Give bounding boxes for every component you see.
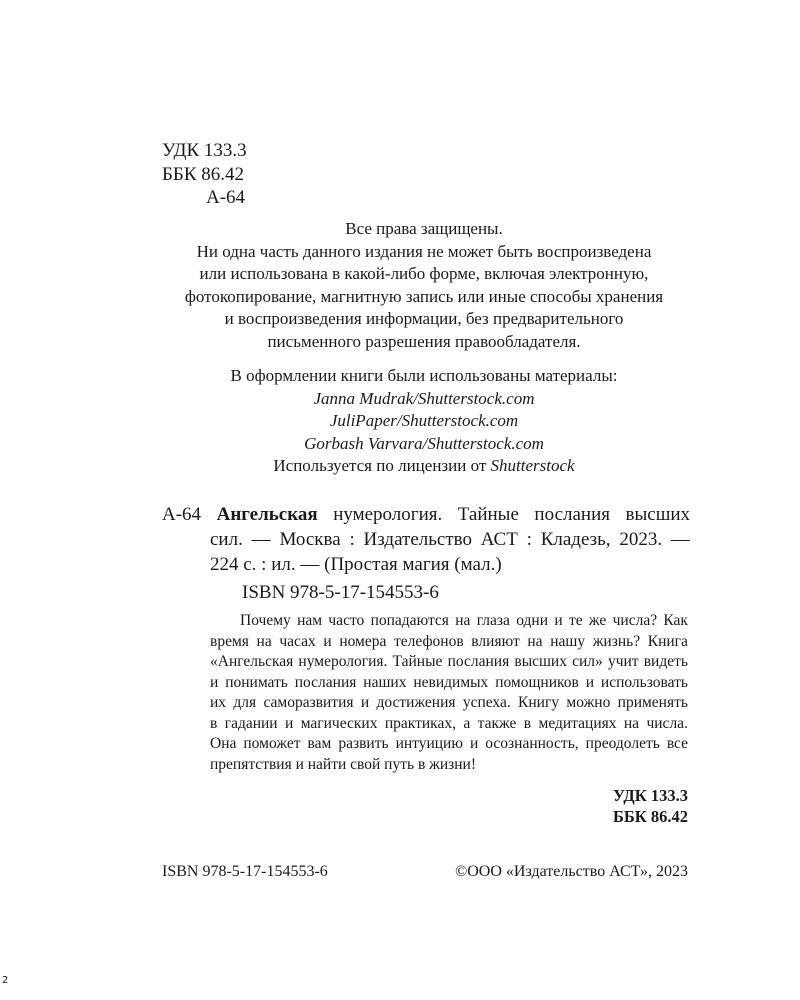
annotation-line — [210, 734, 688, 755]
word: их — [210, 694, 227, 711]
word: все — [666, 735, 688, 752]
word: послания — [294, 673, 357, 691]
word: понимать — [225, 673, 288, 691]
word: а — [463, 714, 471, 732]
word: и — [323, 632, 332, 650]
word: и — [585, 673, 595, 691]
word: Кладезь, — [540, 529, 611, 550]
word: развить — [338, 735, 389, 752]
footer-copyright: ©ООО «Издательство АСТ», 2023 — [455, 863, 688, 880]
word: в — [210, 714, 218, 732]
word: нашу — [550, 632, 586, 650]
word: часто — [328, 612, 365, 629]
annotation-line — [210, 632, 688, 653]
credit-line: JuliPaper/Shutterstock.com — [329, 411, 519, 430]
word: числа? — [612, 612, 658, 629]
annotation-last-line: препятствия и найти свой путь в жизни! — [210, 755, 477, 773]
word: послания — [534, 504, 610, 525]
materials-intro: В оформлении книги были использованы материалы: — [230, 366, 618, 385]
word: послания — [447, 653, 510, 670]
word: АСТ — [480, 529, 518, 550]
word: практиках, — [384, 714, 456, 732]
word: на — [256, 632, 272, 650]
catalog-line-3: 224 с. : ил. — (Простая магия (мал.) — [210, 554, 502, 575]
annotation-line — [210, 693, 688, 714]
word: на — [455, 612, 471, 629]
word: на — [527, 632, 543, 650]
footer-isbn: ISBN 978-5-17-154553-6 — [162, 863, 328, 880]
catalog-entry — [162, 502, 690, 582]
catalog-isbn: ISBN 978-5-17-154553-6 — [242, 582, 439, 603]
word: высших — [514, 653, 567, 670]
rights-line: письменного разрешения правообладателя. — [267, 331, 581, 351]
word: числа. — [646, 714, 688, 732]
word: Она — [210, 735, 237, 752]
word: Издательство — [363, 529, 472, 550]
word: для — [233, 694, 257, 711]
page-number: 2 — [2, 975, 9, 986]
word: и — [210, 673, 219, 691]
word: Почему — [240, 612, 291, 629]
word: и — [285, 714, 294, 732]
catalog-line-1 — [162, 502, 690, 527]
word: попадаются — [370, 612, 449, 629]
word: : — [349, 529, 355, 550]
word: наших — [363, 673, 407, 691]
word: на — [623, 714, 640, 732]
annotation-line — [210, 652, 688, 673]
word: телефонов — [394, 632, 464, 650]
word: Тайные — [392, 653, 443, 670]
word: поможет — [243, 735, 301, 752]
word: 2023. — [619, 529, 663, 550]
word: же — [588, 612, 607, 629]
word: глаза — [476, 612, 510, 629]
word: сил. — [210, 529, 243, 550]
word: невидимых — [413, 673, 489, 691]
annotation-line — [210, 714, 688, 735]
word: влияют — [471, 632, 520, 650]
word: можно — [566, 694, 611, 711]
catalog-title: Ангельская — [216, 504, 318, 525]
annotation-line — [210, 673, 688, 694]
word: вам — [307, 735, 332, 752]
word: также — [477, 714, 517, 732]
credit-line: Gorbash Varvara/Shutterstock.com — [304, 433, 544, 453]
rights-line: или использована в какой-либо форме, включая электронную, — [199, 264, 649, 283]
word: интуицию — [395, 735, 463, 752]
word: достижения — [376, 694, 456, 711]
word: время — [210, 632, 249, 650]
word: видеть — [643, 653, 688, 670]
license-prefix: Используется по лицензии от — [273, 456, 487, 475]
word: — — [251, 529, 271, 550]
catalog-mark: А-64 — [162, 504, 202, 525]
word: Как — [663, 612, 688, 629]
word: сил» — [572, 653, 603, 670]
word: одни — [516, 612, 549, 629]
word: «Ангельская — [210, 653, 294, 670]
word: Книга — [647, 632, 688, 650]
annotation-udk: УДК 133.3 — [612, 786, 688, 805]
catalog-line-2 — [210, 527, 690, 552]
rights-line: фотокопирование, магнитную запись или иные способы хранения — [184, 286, 664, 306]
rights-line: и воспроизведения информации, без предварительного — [224, 309, 624, 328]
word: в — [523, 714, 532, 732]
annotation-bbk: ББК 86.42 — [612, 807, 688, 826]
word: преодолеть — [585, 735, 660, 752]
word: Москва — [279, 529, 341, 550]
word: учит — [607, 653, 639, 670]
rights-line: Все права защищены. — [345, 219, 503, 238]
word: те — [568, 612, 583, 629]
word: саморазвития — [263, 694, 354, 711]
materials-credits — [160, 365, 688, 478]
word: нумерология. — [333, 504, 443, 525]
license-source: Shutterstock — [490, 456, 575, 475]
word: нам — [297, 612, 323, 629]
word: и — [360, 694, 370, 711]
word: помощников — [495, 673, 579, 691]
word: часах — [279, 632, 316, 650]
word: использовать — [600, 673, 688, 691]
word: медитациях — [538, 714, 617, 732]
rights-line: Ни одна часть данного издания не может быть воспроизведена — [196, 241, 652, 261]
author-mark: А-64 — [206, 187, 246, 208]
word: и — [469, 735, 479, 752]
bbk-code: ББК 86.42 — [162, 164, 244, 185]
word: гадании — [224, 714, 278, 732]
annotation — [210, 611, 688, 771]
word: — — [670, 529, 690, 550]
word: Книгу — [518, 694, 560, 711]
word: осознанность, — [485, 735, 579, 752]
word: успеха. — [462, 694, 511, 711]
credit-line: Janna Mudrak/Shutterstock.com — [313, 388, 535, 408]
license-line — [160, 455, 688, 478]
annotation-line — [240, 611, 688, 632]
word: номера — [339, 632, 387, 650]
word: : — [526, 529, 532, 550]
word: магических — [300, 714, 378, 732]
word: и — [554, 612, 563, 629]
word: высших — [625, 504, 690, 525]
word: нумерология. — [298, 653, 388, 670]
rights-notice — [160, 218, 688, 353]
word: жизнь? — [592, 632, 641, 650]
word: Тайные — [457, 504, 519, 525]
udk-code: УДК 133.3 — [162, 140, 247, 161]
word: применять — [617, 694, 688, 711]
